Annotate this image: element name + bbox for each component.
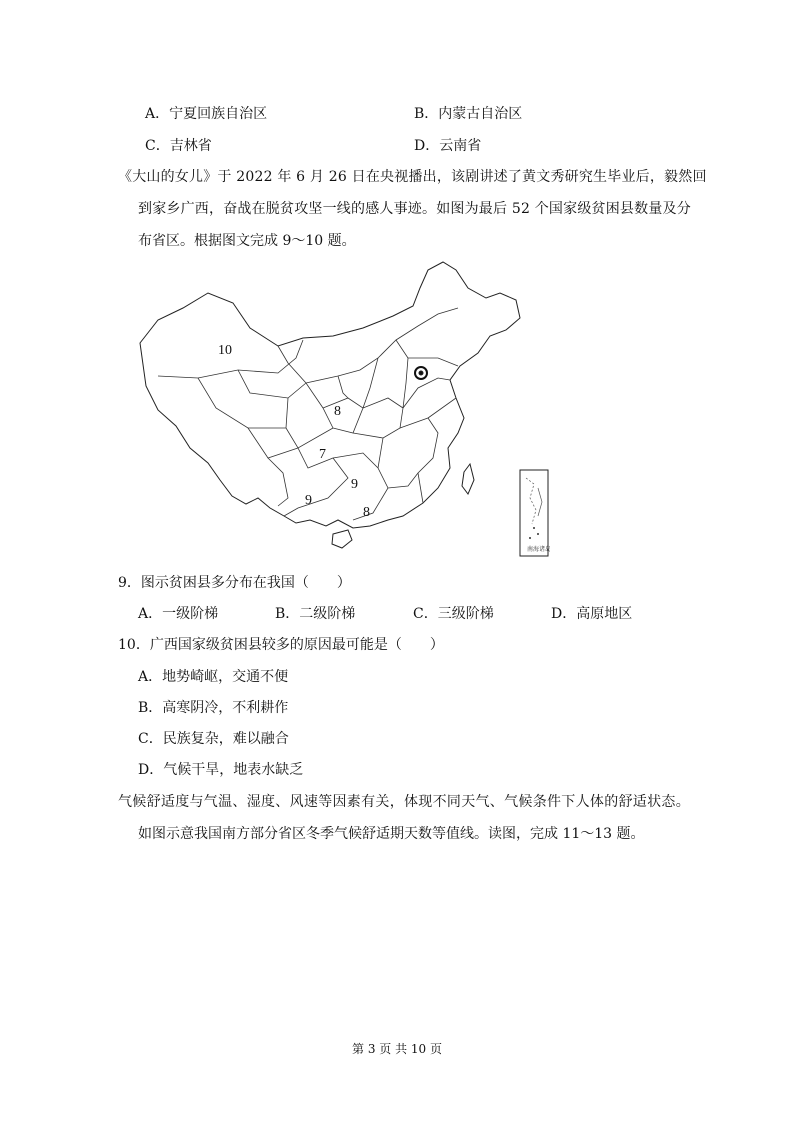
taiwan-island (462, 464, 474, 494)
province-boundaries (158, 308, 458, 520)
china-poverty-map (138, 258, 550, 558)
q10-option-a: A．地势崎岖，交通不便 (138, 669, 289, 685)
q9-option-c: C．三级阶梯 (413, 606, 494, 622)
label-xinjiang: 10 (218, 343, 232, 358)
q9-option-b: B．二级阶梯 (275, 606, 356, 622)
q9-option-d: D．高原地区 (551, 606, 633, 622)
inset-label: 南海诸岛 (527, 546, 550, 553)
q10-option-c: C．民族复杂，难以融合 (138, 731, 289, 747)
label-yunnan: 9 (305, 493, 312, 508)
label-sichuan: 7 (319, 447, 326, 462)
q10-stem: 10．广西国家级贫困县较多的原因最可能是（ ） (118, 637, 444, 653)
label-guangxi: 8 (363, 505, 370, 520)
q9-stem: 9．图示贫困县多分布在我国（ ） (118, 575, 351, 591)
passage1-line2: 到家乡广西，奋战在脱贫攻坚一线的感人事迹。如图为最后 52 个国家级贫困县数量及分 (138, 201, 691, 217)
q9-option-a: A．一级阶梯 (138, 606, 219, 622)
page-footer: 第 3 页 共 10 页 (352, 1042, 442, 1056)
label-gansu: 8 (334, 404, 341, 419)
hainan-island (332, 530, 352, 548)
q8-option-d: D．云南省 (414, 138, 482, 154)
q8-option-a: A．宁夏回族自治区 (145, 106, 268, 122)
q8-option-c: C．吉林省 (145, 138, 212, 154)
label-guizhou: 9 (351, 477, 358, 492)
q10-option-b: B．高寒阴冷，不利耕作 (138, 700, 289, 716)
passage1-line3: 布省区。根据图文完成 9～10 题。 (138, 233, 356, 249)
passage2-line2: 如图示意我国南方部分省区冬季气候舒适期天数等值线。读图，完成 11～13 题。 (138, 826, 645, 842)
passage2-line1: 气候舒适度与气温、湿度、风速等因素有关，体现不同天气、气候条件下人体的舒适状态。 (118, 794, 690, 810)
south-china-sea-inset (520, 470, 550, 556)
passage1-line1: 《大山的女儿》于 2022 年 6 月 26 日在央视播出，该剧讲述了黄文秀研究生毕业后，毅然回 (118, 169, 707, 185)
q8-option-b: B．内蒙古自治区 (414, 106, 523, 122)
q10-option-d: D．气候干旱，地表水缺乏 (138, 762, 304, 778)
